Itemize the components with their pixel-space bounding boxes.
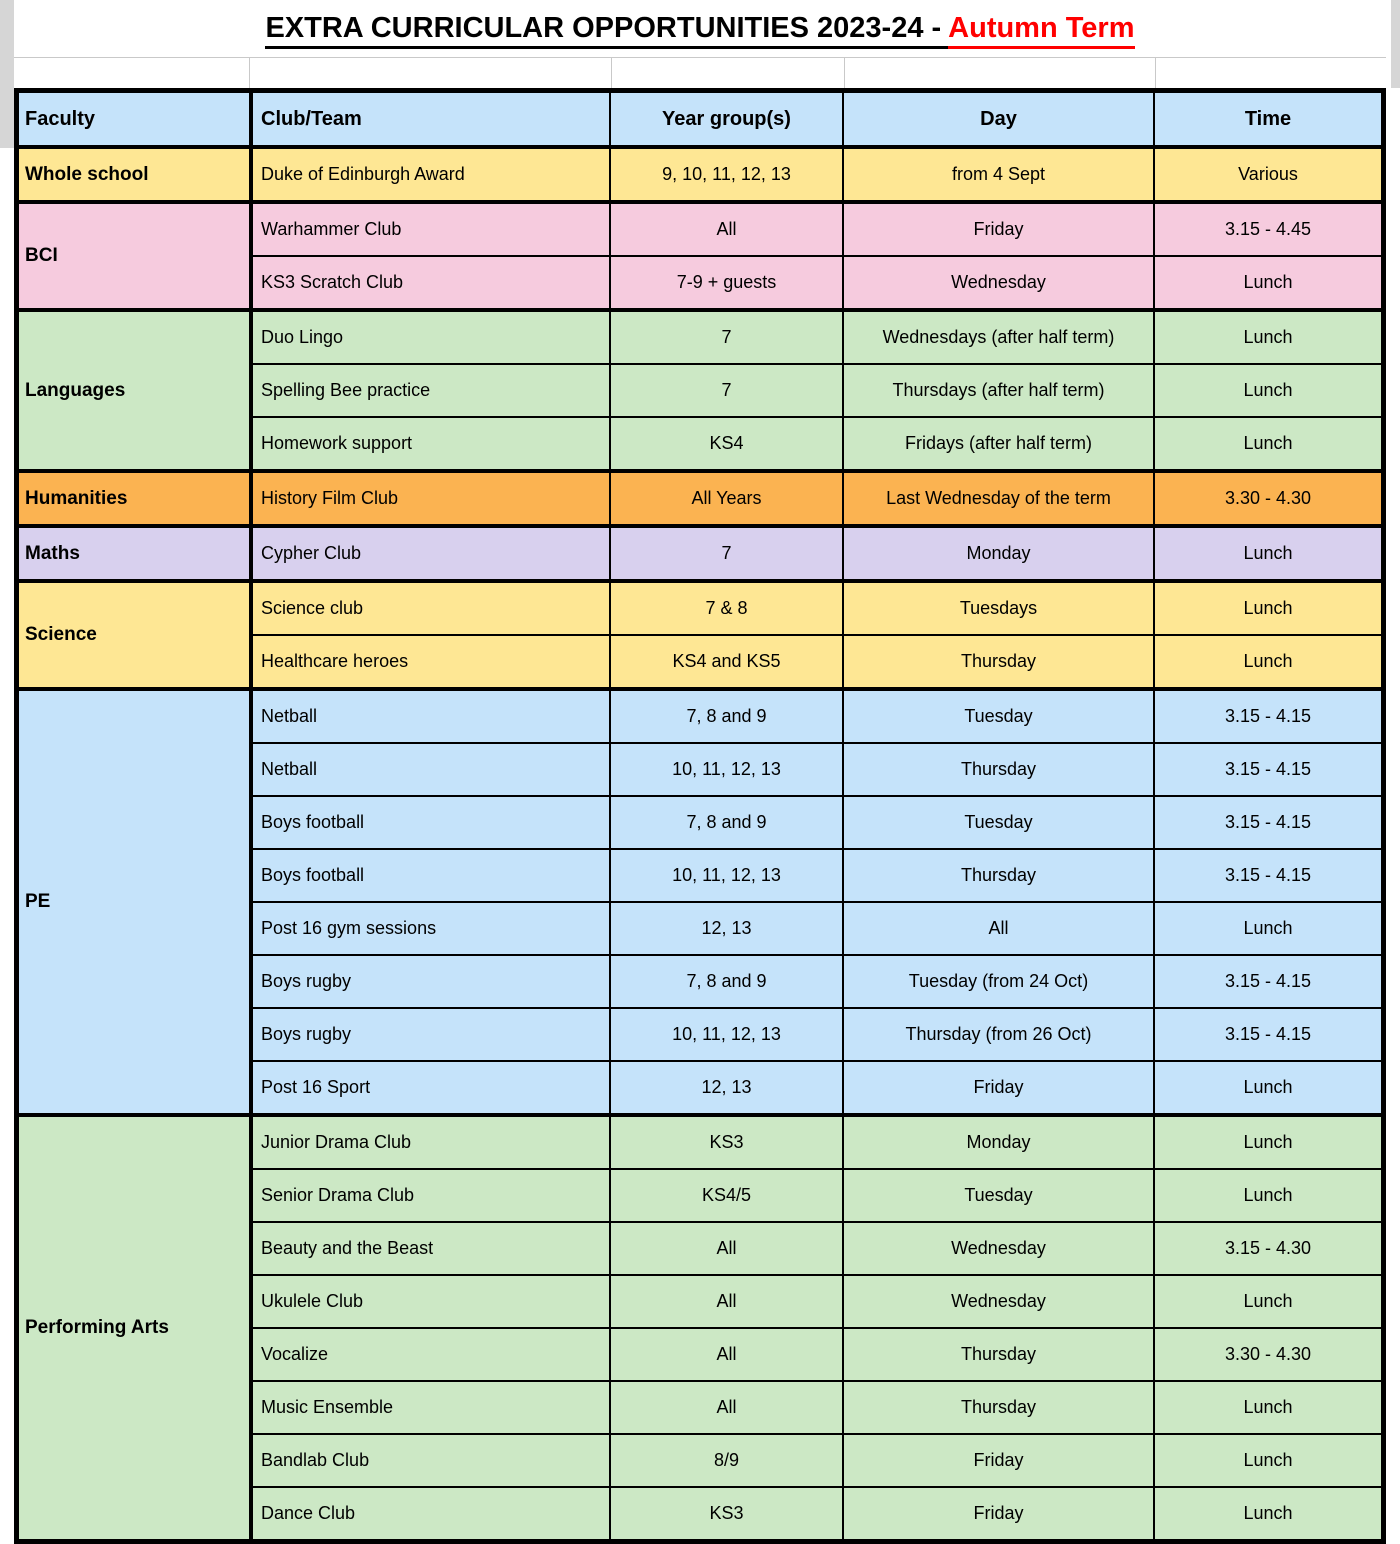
club-cell: Post 16 gym sessions xyxy=(253,903,611,954)
table-row xyxy=(253,473,1381,524)
sheet xyxy=(14,0,1386,1544)
faculty-cell xyxy=(19,528,253,579)
year-cell: 10, 11, 12, 13 xyxy=(611,1009,844,1060)
time-cell: Lunch xyxy=(1243,327,1293,347)
club-cell: Ukulele Club xyxy=(253,1276,611,1327)
table-row xyxy=(253,1435,1381,1488)
day-cell: Tuesday xyxy=(844,797,1155,848)
table-header-row xyxy=(19,93,1381,149)
header-day: Day xyxy=(844,93,1155,145)
faculty-cell xyxy=(19,204,253,308)
title-red-text: Autumn Term xyxy=(948,12,1134,49)
club-cell: KS3 Scratch Club xyxy=(253,257,611,308)
faculty-label: Languages xyxy=(25,379,126,401)
faculty-cell xyxy=(19,583,253,687)
day-cell: Thursday xyxy=(844,1329,1155,1380)
table-row xyxy=(253,257,1381,308)
time-cell: Lunch xyxy=(1243,918,1293,938)
day-cell: Wednesday xyxy=(844,257,1155,308)
spacer-cell xyxy=(612,58,845,88)
day-cell: Fridays (after half term) xyxy=(844,418,1155,469)
table-row xyxy=(253,312,1381,365)
table-row xyxy=(253,1382,1381,1435)
club-cell: Duke of Edinburgh Award xyxy=(253,149,611,200)
year-cell: 8/9 xyxy=(611,1435,844,1486)
faculty-section xyxy=(19,1117,1381,1539)
day-cell: Tuesday xyxy=(844,1170,1155,1221)
club-cell: Bandlab Club xyxy=(253,1435,611,1486)
page-title xyxy=(265,12,1134,45)
time-cell: Lunch xyxy=(1243,1291,1293,1311)
day-cell: Wednesdays (after half term) xyxy=(844,312,1155,363)
club-cell: Homework support xyxy=(253,418,611,469)
faculty-label: Humanities xyxy=(25,487,128,509)
year-cell: 7, 8 and 9 xyxy=(611,797,844,848)
time-cell: 3.15 - 4.15 xyxy=(1224,759,1312,779)
table-row xyxy=(253,1329,1381,1382)
table-row xyxy=(253,744,1381,797)
faculty-cell xyxy=(19,473,253,524)
day-cell: Friday xyxy=(844,1488,1155,1539)
day-cell: All xyxy=(844,903,1155,954)
club-cell: Cypher Club xyxy=(253,528,611,579)
time-cell: Lunch xyxy=(1243,1132,1293,1152)
table-row xyxy=(253,1062,1381,1113)
year-cell: All xyxy=(611,1382,844,1433)
time-cell: Lunch xyxy=(1243,651,1293,671)
table-row xyxy=(253,149,1381,200)
header-club-team: Club/Team xyxy=(253,93,611,145)
club-cell: Boys rugby xyxy=(253,956,611,1007)
spacer-cell xyxy=(1156,58,1386,88)
time-cell: 3.30 - 4.30 xyxy=(1224,488,1312,508)
time-cell: Lunch xyxy=(1243,598,1293,618)
time-cell: 3.30 - 4.30 xyxy=(1224,1344,1312,1364)
year-cell: All xyxy=(611,1329,844,1380)
faculty-label: Whole school xyxy=(25,163,149,185)
faculty-cell xyxy=(19,691,253,1113)
day-cell: Thursdays (after half term) xyxy=(844,365,1155,416)
time-cell: Lunch xyxy=(1243,1397,1293,1417)
table-row xyxy=(253,1170,1381,1223)
header-time: Time xyxy=(1244,107,1292,130)
club-cell: Boys football xyxy=(253,797,611,848)
year-cell: 7 xyxy=(611,365,844,416)
day-cell: Monday xyxy=(844,1117,1155,1168)
time-cell: Lunch xyxy=(1243,543,1293,563)
day-cell: Thursday xyxy=(844,850,1155,901)
day-cell: Thursday xyxy=(844,1382,1155,1433)
year-cell: KS4/5 xyxy=(611,1170,844,1221)
day-cell: Friday xyxy=(844,204,1155,255)
time-cell: 3.15 - 4.30 xyxy=(1224,1238,1312,1258)
year-cell: KS4 and KS5 xyxy=(611,636,844,687)
day-cell: Tuesday (from 24 Oct) xyxy=(844,956,1155,1007)
faculty-cell xyxy=(19,1117,253,1539)
time-cell: 3.15 - 4.15 xyxy=(1224,812,1312,832)
faculty-section xyxy=(19,583,1381,691)
time-cell: Lunch xyxy=(1243,380,1293,400)
clubs-table xyxy=(14,88,1386,1544)
club-cell: Junior Drama Club xyxy=(253,1117,611,1168)
year-cell: 12, 13 xyxy=(611,903,844,954)
year-cell: KS3 xyxy=(611,1117,844,1168)
day-cell: Thursday xyxy=(844,744,1155,795)
header-year-groups: Year group(s) xyxy=(611,93,844,145)
table-row xyxy=(253,903,1381,956)
day-cell: Friday xyxy=(844,1435,1155,1486)
year-cell: 7, 8 and 9 xyxy=(611,956,844,1007)
faculty-label: PE xyxy=(25,891,51,912)
day-cell: Wednesday xyxy=(844,1223,1155,1274)
day-cell: Last Wednesday of the term xyxy=(844,473,1155,524)
club-cell: Music Ensemble xyxy=(253,1382,611,1433)
table-row xyxy=(253,418,1381,469)
time-cell: 3.15 - 4.15 xyxy=(1224,1024,1312,1044)
year-cell: All xyxy=(611,1276,844,1327)
club-cell: Boys football xyxy=(253,850,611,901)
club-cell: Netball xyxy=(253,744,611,795)
year-cell: All xyxy=(611,204,844,255)
year-cell: All xyxy=(611,1223,844,1274)
club-cell: Boys rugby xyxy=(253,1009,611,1060)
spacer-row xyxy=(14,58,1386,88)
club-cell: Vocalize xyxy=(253,1329,611,1380)
table-row xyxy=(253,1117,1381,1170)
club-cell: Dance Club xyxy=(253,1488,611,1539)
club-cell: Warhammer Club xyxy=(253,204,611,255)
faculty-cell xyxy=(19,312,253,469)
faculty-section xyxy=(19,473,1381,528)
day-cell: Wednesday xyxy=(844,1276,1155,1327)
table-row xyxy=(253,1223,1381,1276)
club-cell: Netball xyxy=(253,691,611,742)
faculty-label: Maths xyxy=(25,542,80,564)
club-cell: Duo Lingo xyxy=(253,312,611,363)
day-cell: Friday xyxy=(844,1062,1155,1113)
day-cell: from 4 Sept xyxy=(844,149,1155,200)
faculty-section xyxy=(19,312,1381,473)
title-black-text: EXTRA CURRICULAR OPPORTUNITIES 2023-24 - xyxy=(265,12,948,49)
faculty-label: Performing Arts xyxy=(25,1317,169,1338)
faculty-cell xyxy=(19,149,253,200)
time-cell: Lunch xyxy=(1243,272,1293,292)
day-cell: Thursday xyxy=(844,636,1155,687)
time-cell: 3.15 - 4.15 xyxy=(1224,865,1312,885)
club-cell: Senior Drama Club xyxy=(253,1170,611,1221)
club-cell: Science club xyxy=(253,583,611,634)
table-row xyxy=(253,797,1381,850)
time-cell: Lunch xyxy=(1243,1450,1293,1470)
club-cell: Post 16 Sport xyxy=(253,1062,611,1113)
time-cell: Lunch xyxy=(1243,1185,1293,1205)
club-cell: Spelling Bee practice xyxy=(253,365,611,416)
spacer-cell xyxy=(14,58,250,88)
year-cell: 7-9 + guests xyxy=(611,257,844,308)
day-cell: Tuesday xyxy=(844,691,1155,742)
time-cell: Various xyxy=(1238,164,1298,184)
faculty-section xyxy=(19,149,1381,204)
year-cell: 10, 11, 12, 13 xyxy=(611,744,844,795)
faculty-section xyxy=(19,528,1381,583)
table-body xyxy=(19,149,1381,1539)
time-cell: Lunch xyxy=(1243,1077,1293,1097)
table-row xyxy=(253,1488,1381,1539)
table-row xyxy=(253,956,1381,1009)
spacer-cell xyxy=(845,58,1156,88)
page-margin-left xyxy=(0,0,14,148)
club-cell: Beauty and the Beast xyxy=(253,1223,611,1274)
table-row xyxy=(253,1009,1381,1062)
year-cell: KS4 xyxy=(611,418,844,469)
club-cell: History Film Club xyxy=(253,473,611,524)
year-cell: 7 & 8 xyxy=(611,583,844,634)
time-cell: Lunch xyxy=(1243,1503,1293,1523)
time-cell: Lunch xyxy=(1243,433,1293,453)
day-cell: Monday xyxy=(844,528,1155,579)
year-cell: 9, 10, 11, 12, 13 xyxy=(611,149,844,200)
faculty-label: BCI xyxy=(25,245,58,266)
title-bar xyxy=(14,0,1386,58)
year-cell: 7 xyxy=(611,528,844,579)
year-cell: 10, 11, 12, 13 xyxy=(611,850,844,901)
faculty-section xyxy=(19,204,1381,312)
year-cell: All Years xyxy=(611,473,844,524)
time-cell: 3.15 - 4.15 xyxy=(1224,971,1312,991)
table-row xyxy=(253,528,1381,579)
table-row xyxy=(253,204,1381,257)
year-cell: 12, 13 xyxy=(611,1062,844,1113)
table-row xyxy=(253,850,1381,903)
club-cell: Healthcare heroes xyxy=(253,636,611,687)
day-cell: Thursday (from 26 Oct) xyxy=(844,1009,1155,1060)
table-row xyxy=(253,365,1381,418)
table-row xyxy=(253,636,1381,687)
faculty-section xyxy=(19,691,1381,1117)
faculty-label: Science xyxy=(25,624,97,645)
year-cell: 7, 8 and 9 xyxy=(611,691,844,742)
day-cell: Tuesdays xyxy=(844,583,1155,634)
header-faculty: Faculty xyxy=(19,93,253,145)
table-row xyxy=(253,583,1381,636)
table-row xyxy=(253,1276,1381,1329)
time-cell: 3.15 - 4.15 xyxy=(1224,706,1312,726)
table-row xyxy=(253,691,1381,744)
page-margin-right xyxy=(1391,0,1400,88)
time-cell: 3.15 - 4.45 xyxy=(1224,219,1312,239)
spacer-cell xyxy=(250,58,612,88)
year-cell: 7 xyxy=(611,312,844,363)
year-cell: KS3 xyxy=(611,1488,844,1539)
